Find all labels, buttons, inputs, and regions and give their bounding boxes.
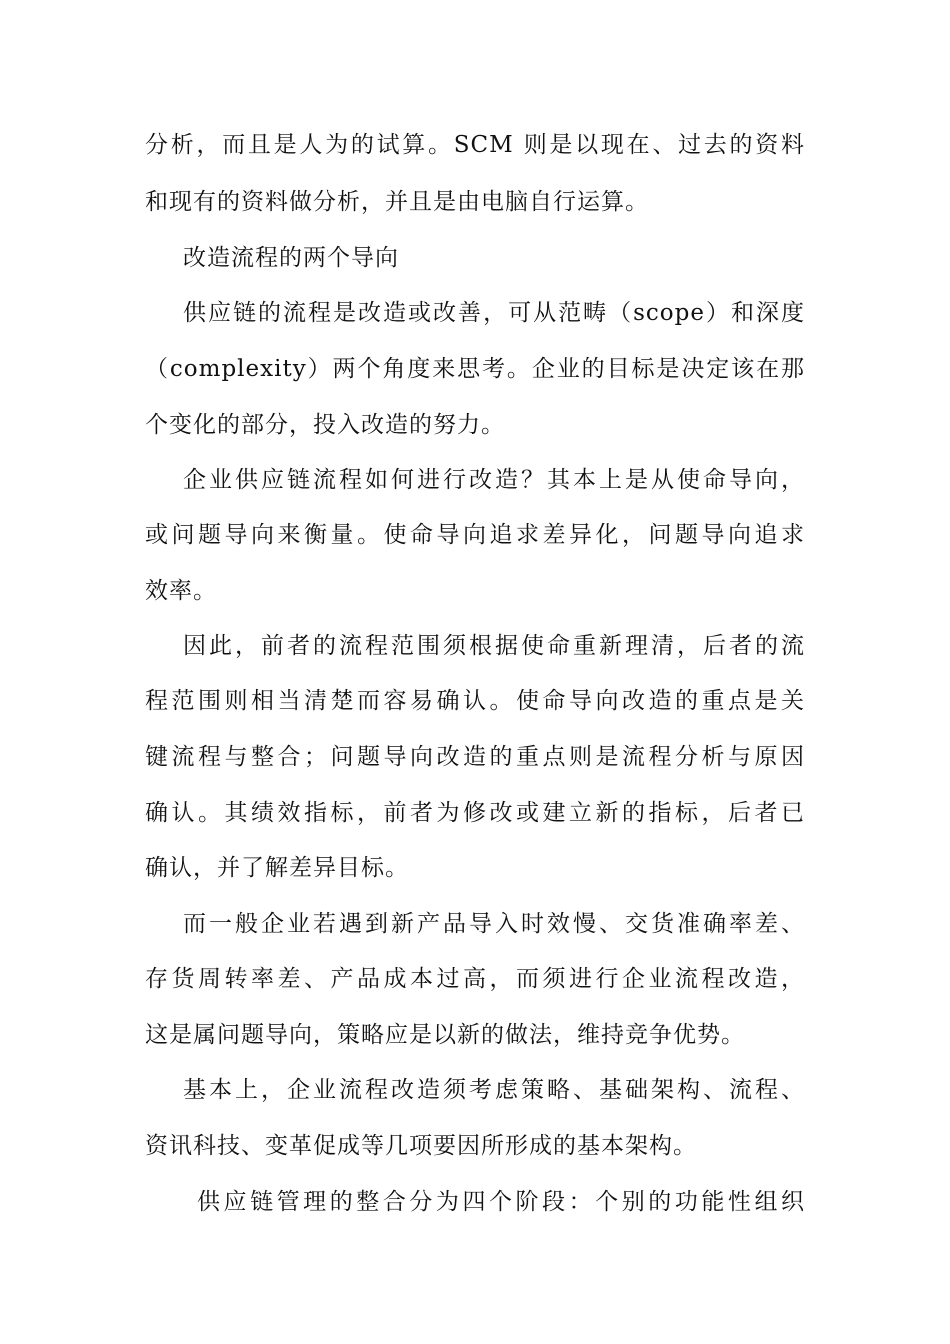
text-line: 分析，而且是人为的试算。SCM 则是以现在、过去的资料 — [145, 132, 805, 158]
text-line: 个变化的部分，投入改造的努力。 — [145, 412, 505, 438]
text-line: 企业供应链流程如何进行改造？其本上是从使命导向， — [183, 467, 805, 493]
text-line: 因此，前者的流程范围须根据使命重新理清，后者的流 — [183, 633, 805, 659]
text-line: 供应链管理的整合分为四个阶段：个别的功能性组织 — [197, 1189, 805, 1215]
section-heading: 改造流程的两个导向 — [183, 245, 399, 271]
text-line: 或问题导向来衡量。使命导向追求差异化，问题导向追求 — [145, 522, 805, 548]
text-line: 基本上，企业流程改造须考虑策略、基础架构、流程、 — [183, 1077, 805, 1103]
text-line: 供应链的流程是改造或改善，可从范畴（scope）和深度 — [183, 300, 805, 326]
text-line: 程范围则相当清楚而容易确认。使命导向改造的重点是关 — [145, 688, 805, 714]
text-line: 确认。其绩效指标，前者为修改或建立新的指标，后者已 — [145, 800, 805, 826]
text-line: 和现有的资料做分析，并且是由电脑自行运算。 — [145, 189, 649, 215]
text-line: （complexity）两个角度来思考。企业的目标是决定该在那 — [145, 356, 805, 382]
text-line: 存货周转率差、产品成本过高，而须进行企业流程改造， — [145, 966, 805, 992]
text-line: 键流程与整合；问题导向改造的重点则是流程分析与原因 — [145, 744, 805, 770]
text-line: 效率。 — [145, 578, 217, 604]
text-line: 确认，并了解差异目标。 — [145, 855, 409, 881]
text-line: 而一般企业若遇到新产品导入时效慢、交货准确率差、 — [183, 911, 805, 937]
text-line: 资讯科技、变革促成等几项要因所形成的基本架构。 — [145, 1133, 697, 1159]
text-line: 这是属问题导向，策略应是以新的做法，维持竞争优势。 — [145, 1022, 745, 1048]
